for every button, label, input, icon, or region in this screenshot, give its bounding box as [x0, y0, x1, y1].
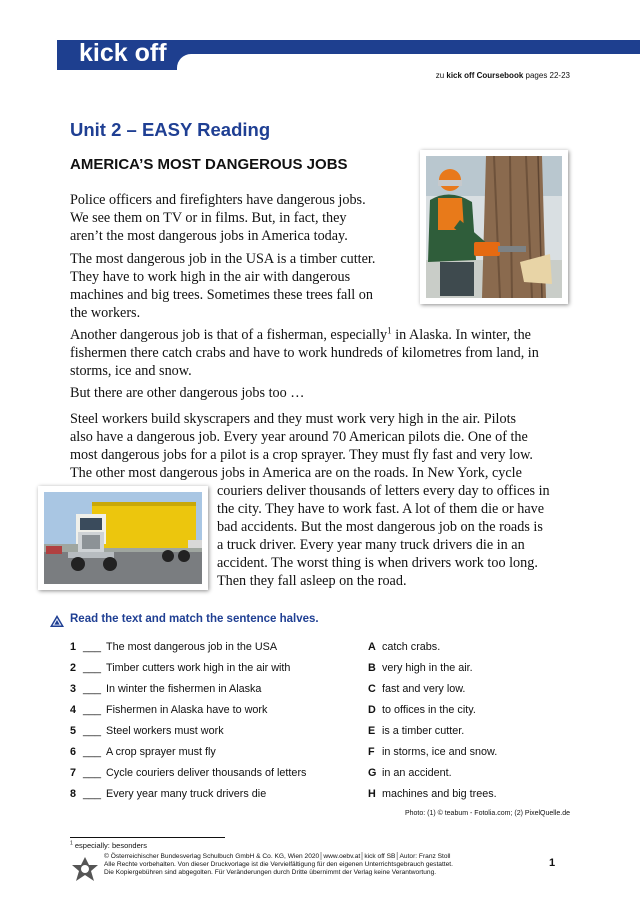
answer-blank[interactable]: ___: [83, 662, 102, 674]
unit-title: Unit 2 – EASY Reading: [70, 119, 271, 140]
second-half: machines and big trees.: [382, 788, 497, 800]
article-title: AMERICA’S MOST DANGEROUS JOBS: [70, 156, 348, 173]
paragraph-4: [70, 384, 570, 402]
paragraph-1: [70, 191, 400, 245]
answer-blank[interactable]: ___: [83, 641, 102, 653]
second-half: in storms, ice and snow.: [382, 746, 498, 758]
text-line: fishermen there catch crabs and have to work hundreds of kilometres from land, in: [70, 345, 539, 361]
photo-credit: Photo: (1) © teabum - Fotolia.com; (2) PixelQuelle.de: [404, 810, 570, 817]
first-half: A crop sprayer must fly: [106, 746, 216, 758]
text-line: accident. The worst thing is when drivers work too long.: [217, 555, 538, 571]
option-letter: E: [368, 725, 376, 737]
coursebook-reference: [436, 71, 570, 80]
answer-blank[interactable]: ___: [83, 725, 102, 737]
banner-cutout: [177, 54, 640, 70]
text-line: machines and big trees. Sometimes these trees fall on: [70, 287, 373, 303]
second-half: catch crabs.: [382, 641, 441, 653]
footnote-text: especially: besonders: [74, 841, 148, 850]
answer-blank[interactable]: ___: [83, 767, 102, 779]
text-line: The most dangerous job in the USA is a timber cutter.: [70, 251, 376, 267]
text-line: aren’t the most dangerous jobs in America today.: [70, 228, 348, 244]
text-line: The other most dangerous jobs in America are on the roads. In New York, cycle: [70, 465, 522, 481]
paragraph-2: [70, 250, 405, 322]
second-half: very high in the air.: [382, 662, 473, 674]
truck-photo: [38, 486, 208, 590]
item-number: 6: [70, 746, 77, 758]
first-half: Cycle couriers deliver thousands of letters: [106, 767, 307, 779]
ref-prefix: zu: [435, 71, 445, 80]
text-line: But there are other dangerous jobs too …: [70, 385, 305, 401]
item-number: 4: [70, 704, 77, 716]
header-banner: [57, 40, 640, 70]
item-number: 5: [70, 725, 77, 737]
text-line: bad accidents. But the most dangerous job on the roads is: [217, 519, 543, 535]
answer-blank[interactable]: ___: [83, 683, 102, 695]
text-line: They have to work high in the air with dangerous: [70, 269, 351, 285]
footnote: [70, 841, 147, 850]
timber-cutter-photo: [420, 150, 568, 304]
footer-line: Alle Rechte vorbehalten. Von dieser Druckvorlage ist die Vervielfältigung für den eigenen Unterrichtsgebrauch gestattet.: [104, 861, 453, 868]
text-line: Then they fall asleep on the road.: [217, 573, 407, 589]
paragraph-3: [70, 326, 570, 380]
paragraph-6: [217, 482, 572, 590]
first-half: Steel workers must work: [106, 725, 224, 737]
text-line: [70, 326, 570, 344]
paragraph-5: [70, 410, 570, 482]
item-number: 1: [70, 641, 77, 653]
second-half: to offices in the city.: [382, 704, 476, 716]
first-half: Fishermen in Alaska have to work: [106, 704, 268, 716]
option-letter: C: [368, 683, 376, 695]
text-line: the city. They have to work fast. A lot of them die or have: [217, 501, 545, 517]
text-line: We see them on TV or in films. But, in fact, they: [70, 210, 347, 226]
item-number: 8: [70, 788, 77, 800]
copyright-footer: [104, 853, 453, 877]
option-letter: F: [368, 746, 375, 758]
text-fragment: in Alaska. In winter, the: [391, 327, 531, 343]
text-line: Steel workers build skyscrapers and they must work very high in the air. Pilots: [70, 411, 517, 427]
page-number: 1: [549, 857, 556, 869]
truck-illustration: [38, 486, 208, 590]
timber-cutter-illustration: [420, 150, 568, 304]
publisher-logo-icon: [70, 855, 100, 883]
text-line: also have a dangerous job. Every year around 70 American pilots die. One of the: [70, 429, 528, 445]
answer-blank[interactable]: ___: [83, 788, 102, 800]
ref-pages: pages 22-23: [525, 71, 570, 80]
text-fragment: Another dangerous job is that of a fisherman, especially: [70, 327, 388, 343]
text-line: most dangerous jobs for a pilot is a crop sprayer. They must fly fast and very low.: [70, 447, 533, 463]
footnote-number: 1: [70, 840, 73, 847]
first-half: Every year many truck drivers die: [106, 788, 267, 800]
text-line: couriers deliver thousands of letters every day to offices in: [217, 483, 550, 499]
footer-line: Die Kopiergebühren sind abgegolten. Für Veränderungen durch Dritte übernimmt der Verlag keine Verantwortung.: [104, 869, 437, 876]
option-letter: H: [368, 788, 376, 800]
first-half: The most dangerous job in the USA: [106, 641, 278, 653]
answer-blank[interactable]: ___: [83, 704, 102, 716]
answer-blank[interactable]: ___: [83, 746, 102, 758]
item-number: 3: [70, 683, 77, 695]
second-half: fast and very low.: [382, 683, 466, 695]
text-line: a truck driver. Every year many truck drivers die in an: [217, 537, 525, 553]
text-line: Police officers and firefighters have dangerous jobs.: [70, 192, 366, 208]
option-letter: B: [368, 662, 376, 674]
text-line: storms, ice and snow.: [70, 363, 192, 379]
option-letter: A: [368, 641, 376, 653]
footnote-divider: [70, 837, 225, 838]
first-half: Timber cutters work high in the air with: [106, 662, 291, 674]
kick-off-logo: kick off: [79, 39, 167, 67]
item-number: 2: [70, 662, 77, 674]
second-half: is a timber cutter.: [382, 725, 465, 737]
footnote-marker: 1: [387, 325, 392, 336]
text-line: the workers.: [70, 305, 141, 321]
second-half: in an accident.: [382, 767, 452, 779]
warning-triangle-icon: [50, 615, 64, 627]
first-half: In winter the fishermen in Alaska: [106, 683, 262, 695]
instruction-text: Read the text and match the sentence halves.: [70, 613, 319, 625]
option-letter: D: [368, 704, 376, 716]
option-letter: G: [368, 767, 377, 779]
item-number: 7: [70, 767, 77, 779]
footer-line: © Österreichischer Bundesverlag Schulbuch GmbH & Co. KG, Wien 2020│www.oebv.at│kick off SB│Autor: Franz Stoll: [104, 853, 451, 860]
ref-book: kick off Coursebook: [446, 71, 524, 80]
